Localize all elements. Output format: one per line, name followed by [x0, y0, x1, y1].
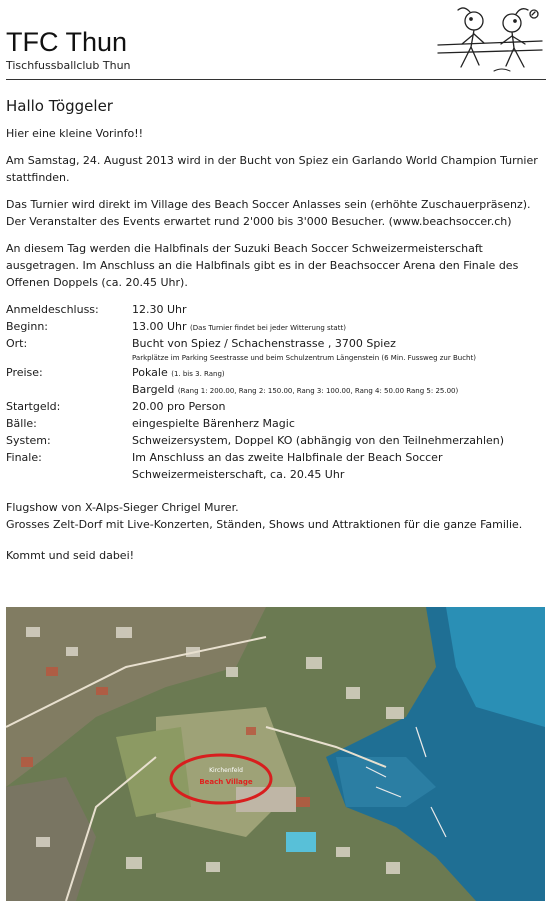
detail-row-startgeld [6, 398, 504, 415]
info-line: Grosses Zelt-Dorf mit Live-Konzerten, Ständen, Shows und Attraktionen für die ganze Familie. [6, 518, 523, 531]
detail-row-system [6, 432, 504, 449]
detail-note: (1. bis 3. Rang) [171, 370, 225, 378]
additional-info [6, 499, 542, 533]
info-line: Flugshow von X-Alps-Sieger Chrigel Murer. [6, 501, 239, 514]
detail-value [132, 335, 504, 364]
event-details-table [6, 301, 504, 483]
header-divider [6, 79, 546, 80]
detail-row-anmeldeschluss [6, 301, 504, 318]
detail-value-text: Pokale [132, 366, 168, 379]
detail-value [132, 449, 504, 483]
detail-value-text: Bargeld [132, 383, 175, 396]
detail-value-text: Im Anschluss an das zweite Halbfinale der Beach Soccer [132, 451, 443, 464]
detail-label: Ort: [6, 337, 28, 350]
detail-label: Beginn: [6, 320, 49, 333]
detail-value-text: 13.00 Uhr [132, 320, 187, 333]
detail-value-text: Schweizermeisterschaft, ca. 20.45 Uhr [132, 468, 345, 481]
paragraph: Hier eine kleine Vorinfo!! [6, 127, 144, 140]
detail-row-preise [6, 364, 504, 398]
document-body [6, 96, 542, 564]
detail-value: Schweizersystem, Doppel KO (abhängig von den Teilnehmerzahlen) [132, 434, 505, 447]
map-marker-sublabel: Kirchenfeld [209, 767, 243, 774]
detail-label: System: [6, 434, 51, 447]
page-subtitle: Tischfussballclub Thun [6, 59, 131, 72]
detail-note: (Das Turnier findet bei jeder Witterung statt) [190, 324, 346, 332]
detail-label: Anmeldeschluss: [6, 303, 99, 316]
detail-row-finale [6, 449, 504, 483]
detail-label: Bälle: [6, 417, 37, 430]
paragraph: An diesem Tag werden die Halbfinals der Suzuki Beach Soccer Schweizermeisterschaft ausgetragen. Im Anschluss an die Halbfinals gibt es in der Beachsoccer Arena den Finale des Offenen Doppels (ca. 20.45 Uhr). [6, 242, 519, 289]
map-marker-label: Beach Village [199, 778, 253, 786]
detail-value [132, 364, 504, 398]
foosball-players-icon [434, 3, 546, 79]
detail-note: (Rang 1: 200.00, Rang 2: 150.00, Rang 3: 100.00, Rang 4: 50.00 Rang 5: 25.00) [177, 387, 459, 395]
detail-row-baelle [6, 415, 504, 432]
detail-value [132, 318, 504, 335]
detail-label: Preise: [6, 366, 43, 379]
paragraph: Das Turnier wird direkt im Village des Beach Soccer Anlasses sein (erhöhte Zuschauerpräsenz). Der Veranstalter des Events erwartet rund 2'000 bis 3'000 Besucher. (www.beachsoccer.ch) [6, 198, 531, 228]
closing-line: Kommt und seid dabei! [6, 549, 135, 562]
paragraph: Am Samstag, 24. August 2013 wird in der Bucht von Spiez ein Garlando World Champion Turnier stattfinden. [6, 154, 538, 184]
page-title: TFC Thun [6, 27, 128, 57]
detail-value-text: Bucht von Spiez / Schachenstrasse , 3700 Spiez [132, 337, 396, 350]
detail-row-beginn [6, 318, 504, 335]
detail-label: Finale: [6, 451, 42, 464]
detail-value: 12.30 Uhr [132, 303, 187, 316]
aerial-map-image [6, 607, 545, 901]
detail-value: eingespielte Bärenherz Magic [132, 417, 295, 430]
detail-row-ort [6, 335, 504, 364]
detail-note: Parkplätze im Parking Seestrasse und beim Schulzentrum Längenstein (6 Min. Fussweg zur Bucht) [132, 354, 476, 362]
greeting-heading: Hallo Töggeler [6, 97, 113, 115]
detail-label: Startgeld: [6, 400, 61, 413]
detail-value: 20.00 pro Person [132, 400, 226, 413]
